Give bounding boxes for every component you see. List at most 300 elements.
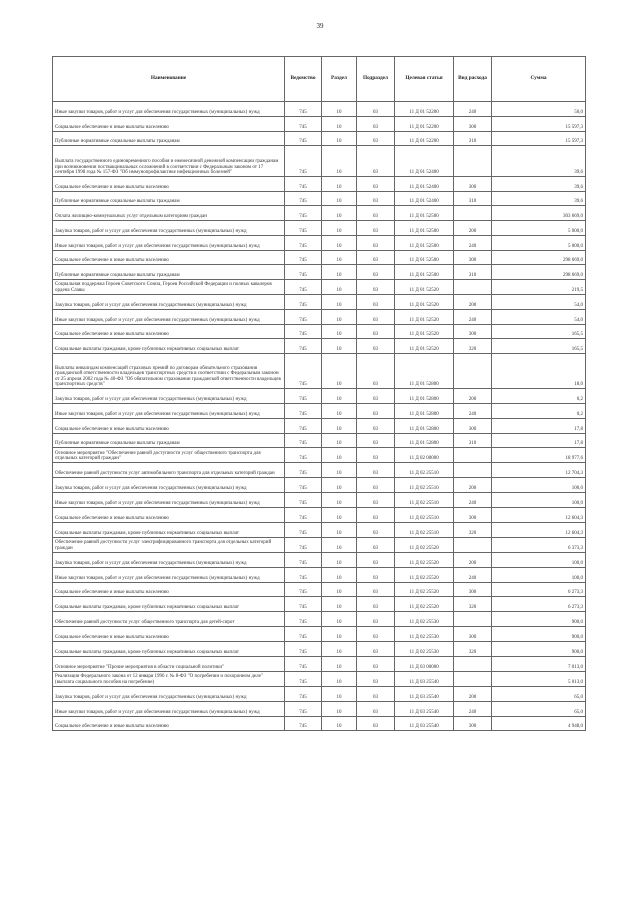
cell-podr: 03 (357, 206, 395, 221)
cell-sum: 900,0 (492, 641, 586, 656)
cell-sum: 5 000,0 (492, 220, 586, 235)
cell-sum: 65,0 (492, 686, 586, 701)
cell-razd: 10 (322, 220, 357, 235)
table-row (53, 508, 586, 523)
cell-sum: 0,2 (492, 389, 586, 404)
cell-razd: 10 (322, 612, 357, 627)
cell-cs: 11 Д 01 52200 (395, 131, 454, 146)
table-row (53, 478, 586, 493)
cell-podr: 03 (357, 582, 395, 597)
cell-sum: 165,5 (492, 324, 586, 339)
cell-name: Социальные выплаты гражданам, кроме публичных нормативных социальных выплат (53, 339, 285, 354)
table-row (53, 220, 586, 235)
cell-razd: 10 (322, 686, 357, 701)
cell-podr: 03 (357, 191, 395, 206)
cell-ved: 745 (285, 701, 322, 716)
table-row (53, 716, 586, 731)
cell-vr: 200 (454, 552, 492, 567)
cell-cs: 11 Д 01 52520 (395, 309, 454, 324)
cell-podr: 03 (357, 448, 395, 463)
cell-podr: 03 (357, 117, 395, 132)
cell-ved: 745 (285, 309, 322, 324)
cell-razd: 10 (322, 309, 357, 324)
cell-cs: 11 Д 01 52520 (395, 279, 454, 294)
cell-ved: 745 (285, 206, 322, 221)
table-header-row (53, 57, 586, 102)
cell-name: Социальное обеспечение и иные выплаты населению (53, 250, 285, 265)
cell-vr: 300 (454, 117, 492, 132)
cell-sum: 100,0 (492, 552, 586, 567)
cell-ved: 745 (285, 433, 322, 448)
cell-name: Основное мероприятие "Обеспечение равной доступности услуг общественного транспорта для отдельных категорий граждан" (53, 448, 285, 463)
cell-sum: 17,8 (492, 433, 586, 448)
table-row (53, 324, 586, 339)
cell-podr: 03 (357, 309, 395, 324)
table-row (53, 117, 586, 132)
cell-name: Обеспечение равной доступности услуг электрифицированного транспорта для отдельных категорий граждан (53, 537, 285, 552)
cell-sum: 39,6 (492, 177, 586, 192)
cell-podr: 03 (357, 508, 395, 523)
cell-podr: 03 (357, 716, 395, 731)
cell-razd: 10 (322, 206, 357, 221)
cell-vr: 300 (454, 177, 492, 192)
cell-name: Иные закупки товаров, работ и услуг для обеспечения государственных (муниципальных) нужд (53, 493, 285, 508)
header-ved: Ведомство (285, 57, 322, 102)
cell-cs: 11 Д 01 52520 (395, 339, 454, 354)
cell-sum: 12 604,3 (492, 508, 586, 523)
cell-cs: 11 Д 02 25510 (395, 508, 454, 523)
cell-name: Социальные выплаты гражданам, кроме публичных нормативных социальных выплат (53, 597, 285, 612)
cell-cs: 11 Д 03 00000 (395, 656, 454, 671)
cell-razd: 10 (322, 627, 357, 642)
cell-cs: 11 Д 01 52200 (395, 117, 454, 132)
cell-sum: 18,0 (492, 354, 586, 389)
cell-cs: 11 Д 02 25530 (395, 612, 454, 627)
table-row (53, 522, 586, 537)
cell-vr: 320 (454, 339, 492, 354)
cell-ved: 745 (285, 250, 322, 265)
cell-cs: 11 Д 02 25520 (395, 537, 454, 552)
cell-name: Иные закупки товаров, работ и услуг для обеспечения государственных (муниципальных) нужд (53, 102, 285, 117)
cell-sum: 54,0 (492, 309, 586, 324)
cell-razd: 10 (322, 146, 357, 177)
cell-ved: 745 (285, 493, 322, 508)
cell-razd: 10 (322, 671, 357, 686)
cell-razd: 10 (322, 117, 357, 132)
cell-razd: 10 (322, 279, 357, 294)
cell-sum: 15 597,3 (492, 131, 586, 146)
cell-ved: 745 (285, 354, 322, 389)
cell-sum: 7 013,0 (492, 656, 586, 671)
cell-vr: 300 (454, 250, 492, 265)
table-row (53, 701, 586, 716)
cell-sum: 54,0 (492, 294, 586, 309)
cell-ved: 745 (285, 102, 322, 117)
cell-ved: 745 (285, 324, 322, 339)
cell-vr: 240 (454, 493, 492, 508)
cell-ved: 745 (285, 220, 322, 235)
cell-podr: 03 (357, 220, 395, 235)
cell-podr: 03 (357, 433, 395, 448)
cell-sum: 219,5 (492, 279, 586, 294)
cell-name: Социальное обеспечение и иные выплаты населению (53, 324, 285, 339)
table-row (53, 419, 586, 434)
table-row (53, 177, 586, 192)
cell-razd: 10 (322, 419, 357, 434)
cell-vr: 200 (454, 686, 492, 701)
table-row (53, 235, 586, 250)
cell-podr: 03 (357, 522, 395, 537)
cell-name: Иные закупки товаров, работ и услуг для обеспечения государственных (муниципальных) нужд (53, 235, 285, 250)
table-row (53, 656, 586, 671)
cell-podr: 03 (357, 250, 395, 265)
cell-vr: 200 (454, 294, 492, 309)
cell-ved: 745 (285, 265, 322, 280)
cell-name: Основное мероприятие "Прочие мероприятия в области социальной политики" (53, 656, 285, 671)
cell-cs: 11 Д 01 52800 (395, 354, 454, 389)
cell-vr: 200 (454, 478, 492, 493)
cell-cs: 11 Д 01 52800 (395, 404, 454, 419)
cell-razd: 10 (322, 131, 357, 146)
table-row (53, 686, 586, 701)
header-vr: Вид расхода (454, 57, 492, 102)
cell-name: Социальное обеспечение и иные выплаты населению (53, 177, 285, 192)
cell-name: Социальные выплаты гражданам, кроме публичных нормативных социальных выплат (53, 641, 285, 656)
cell-razd: 10 (322, 641, 357, 656)
cell-name: Социальное обеспечение и иные выплаты населению (53, 627, 285, 642)
cell-ved: 745 (285, 627, 322, 642)
cell-vr: 300 (454, 627, 492, 642)
table-row (53, 146, 586, 177)
table-row (53, 567, 586, 582)
cell-name: Публичные нормативные социальные выплаты гражданам (53, 191, 285, 206)
cell-cs: 11 Д 02 00000 (395, 448, 454, 463)
cell-name: Социальное обеспечение и иные выплаты населению (53, 716, 285, 731)
cell-cs: 11 Д 01 52520 (395, 324, 454, 339)
cell-cs: 11 Д 02 25530 (395, 641, 454, 656)
cell-vr: 300 (454, 582, 492, 597)
cell-podr: 03 (357, 478, 395, 493)
cell-name: Обеспечение равной доступности услуг общественного транспорта для детей-сирот (53, 612, 285, 627)
cell-podr: 03 (357, 324, 395, 339)
cell-razd: 10 (322, 235, 357, 250)
cell-podr: 03 (357, 701, 395, 716)
cell-vr: 240 (454, 309, 492, 324)
cell-vr (454, 671, 492, 686)
table-row (53, 250, 586, 265)
table-row (53, 279, 586, 294)
cell-name: Социальное обеспечение и иные выплаты населению (53, 508, 285, 523)
cell-vr: 240 (454, 102, 492, 117)
cell-name: Социальная поддержка Героев Советского Союза, Героев Российской Федерации и полных кавалеров ордена Славы (53, 279, 285, 294)
cell-ved: 745 (285, 686, 322, 701)
cell-podr: 03 (357, 177, 395, 192)
cell-cs: 11 Д 01 52400 (395, 191, 454, 206)
page-number: 39 (316, 22, 324, 30)
table-body (53, 102, 586, 731)
cell-ved: 745 (285, 389, 322, 404)
cell-name: Иные закупки товаров, работ и услуг для обеспечения государственных (муниципальных) нужд (53, 701, 285, 716)
cell-razd: 10 (322, 177, 357, 192)
table-row (53, 102, 586, 117)
cell-razd: 10 (322, 716, 357, 731)
cell-name: Реализация Федерального закона от 12 января 1996 г. № 8-ФЗ "О погребении и похоронном деле" (выплата социального пособия на погребение) (53, 671, 285, 686)
cell-vr: 300 (454, 324, 492, 339)
cell-ved: 745 (285, 656, 322, 671)
header-sum: Сумма (492, 57, 586, 102)
cell-name: Выплаты инвалидам компенсаций страховых премий по договорам обязательного страхования гражданской ответственности владельцев транспортных средств в соответствии с Федеральным законом от 25 апреля 2002 года № 40-ФЗ "Об обязательном страховании гражданской ответственности владельцев транспортных средств" (53, 354, 285, 389)
cell-razd: 10 (322, 250, 357, 265)
cell-vr: 300 (454, 716, 492, 731)
cell-cs: 11 Д 01 52200 (395, 102, 454, 117)
cell-cs: 11 Д 03 25540 (395, 716, 454, 731)
cell-sum: 15 597,3 (492, 117, 586, 132)
cell-podr: 03 (357, 612, 395, 627)
cell-ved: 745 (285, 478, 322, 493)
cell-ved: 745 (285, 597, 322, 612)
cell-cs: 11 Д 02 25520 (395, 582, 454, 597)
cell-ved: 745 (285, 235, 322, 250)
cell-name: Закупка товаров, работ и услуг для обеспечения государственных (муниципальных) нужд (53, 478, 285, 493)
cell-name: Иные закупки товаров, работ и услуг для обеспечения государственных (муниципальных) нужд (53, 309, 285, 324)
cell-vr: 300 (454, 419, 492, 434)
cell-vr (454, 448, 492, 463)
table-row (53, 463, 586, 478)
cell-sum: 100,0 (492, 493, 586, 508)
cell-cs: 11 Д 01 52800 (395, 433, 454, 448)
cell-vr (454, 463, 492, 478)
table-row (53, 552, 586, 567)
cell-sum: 100,0 (492, 567, 586, 582)
table-row (53, 627, 586, 642)
cell-sum: 39,6 (492, 191, 586, 206)
cell-sum: 6 273,3 (492, 582, 586, 597)
cell-razd: 10 (322, 324, 357, 339)
cell-podr: 03 (357, 419, 395, 434)
cell-ved: 745 (285, 339, 322, 354)
cell-sum: 50,0 (492, 102, 586, 117)
cell-name: Социальное обеспечение и иные выплаты населению (53, 582, 285, 597)
cell-razd: 10 (322, 389, 357, 404)
cell-sum: 39,6 (492, 146, 586, 177)
cell-podr: 03 (357, 641, 395, 656)
cell-vr (454, 279, 492, 294)
cell-vr: 320 (454, 597, 492, 612)
cell-cs: 11 Д 01 52500 (395, 235, 454, 250)
cell-vr: 240 (454, 235, 492, 250)
cell-razd: 10 (322, 537, 357, 552)
cell-podr: 03 (357, 354, 395, 389)
cell-cs: 11 Д 01 52500 (395, 220, 454, 235)
cell-cs: 11 Д 02 25510 (395, 493, 454, 508)
cell-cs: 11 Д 03 25540 (395, 701, 454, 716)
cell-vr: 310 (454, 191, 492, 206)
cell-name: Оплата жилищно-коммунальных услуг отдельным категориям граждан (53, 206, 285, 221)
cell-sum: 12 604,3 (492, 522, 586, 537)
cell-ved: 745 (285, 404, 322, 419)
cell-vr: 320 (454, 641, 492, 656)
cell-podr: 03 (357, 389, 395, 404)
cell-ved: 745 (285, 294, 322, 309)
table-row (53, 612, 586, 627)
table-row (53, 537, 586, 552)
cell-razd: 10 (322, 102, 357, 117)
cell-razd: 10 (322, 701, 357, 716)
cell-razd: 10 (322, 522, 357, 537)
cell-cs: 11 Д 02 25520 (395, 552, 454, 567)
cell-razd: 10 (322, 294, 357, 309)
table-row (53, 339, 586, 354)
cell-cs: 11 Д 03 25540 (395, 686, 454, 701)
cell-ved: 745 (285, 191, 322, 206)
cell-podr: 03 (357, 235, 395, 250)
cell-cs: 11 Д 02 25510 (395, 522, 454, 537)
cell-sum: 18 977,6 (492, 448, 586, 463)
cell-podr: 03 (357, 493, 395, 508)
cell-razd: 10 (322, 656, 357, 671)
cell-razd: 10 (322, 354, 357, 389)
cell-podr: 03 (357, 552, 395, 567)
cell-vr (454, 612, 492, 627)
table-row (53, 206, 586, 221)
cell-name: Закупка товаров, работ и услуг для обеспечения государственных (муниципальных) нужд (53, 294, 285, 309)
header-razd: Раздел (322, 57, 357, 102)
cell-sum: 65,0 (492, 701, 586, 716)
cell-podr: 03 (357, 265, 395, 280)
cell-sum: 100,0 (492, 478, 586, 493)
cell-razd: 10 (322, 191, 357, 206)
cell-ved: 745 (285, 582, 322, 597)
cell-razd: 10 (322, 478, 357, 493)
header-name: Наименование (53, 57, 285, 102)
table-row (53, 191, 586, 206)
cell-ved: 745 (285, 463, 322, 478)
cell-razd: 10 (322, 508, 357, 523)
table-row (53, 671, 586, 686)
cell-vr: 200 (454, 389, 492, 404)
budget-table (52, 56, 586, 731)
cell-cs: 11 Д 02 25510 (395, 463, 454, 478)
cell-vr: 240 (454, 701, 492, 716)
cell-ved: 745 (285, 508, 322, 523)
cell-podr: 03 (357, 404, 395, 419)
cell-podr: 03 (357, 671, 395, 686)
cell-name: Закупка товаров, работ и услуг для обеспечения государственных (муниципальных) нужд (53, 552, 285, 567)
cell-name: Публичные нормативные социальные выплаты гражданам (53, 265, 285, 280)
cell-sum: 298 669,0 (492, 265, 586, 280)
table-row (53, 265, 586, 280)
cell-sum: 900,0 (492, 627, 586, 642)
cell-name: Выплата государственного единовременного пособия и ежемесячной денежной компенсации гражданам при возникновении поствакцинальных осложнений в соответствии с Федеральным законом от 17 сентября 1998 года № 157-ФЗ "Об иммунопрофилактике инфекционных болезней" (53, 146, 285, 177)
cell-vr: 240 (454, 404, 492, 419)
cell-name: Социальные выплаты гражданам, кроме публичных нормативных социальных выплат (53, 522, 285, 537)
table-row (53, 404, 586, 419)
cell-name: Социальное обеспечение и иные выплаты населению (53, 419, 285, 434)
cell-vr (454, 146, 492, 177)
cell-vr: 300 (454, 508, 492, 523)
cell-cs: 11 Д 01 52400 (395, 177, 454, 192)
cell-podr: 03 (357, 537, 395, 552)
cell-cs: 11 Д 02 25510 (395, 478, 454, 493)
cell-cs: 11 Д 01 52500 (395, 265, 454, 280)
cell-cs: 11 Д 01 52520 (395, 294, 454, 309)
cell-razd: 10 (322, 493, 357, 508)
cell-ved: 745 (285, 612, 322, 627)
cell-podr: 03 (357, 102, 395, 117)
cell-cs: 11 Д 01 52800 (395, 389, 454, 404)
cell-ved: 745 (285, 537, 322, 552)
cell-razd: 10 (322, 404, 357, 419)
cell-vr: 310 (454, 265, 492, 280)
cell-podr: 03 (357, 279, 395, 294)
cell-cs: 11 Д 01 52500 (395, 206, 454, 221)
cell-cs: 11 Д 01 52800 (395, 419, 454, 434)
cell-ved: 745 (285, 641, 322, 656)
cell-podr: 03 (357, 686, 395, 701)
cell-ved: 745 (285, 131, 322, 146)
table-row (53, 597, 586, 612)
cell-podr: 03 (357, 294, 395, 309)
cell-ved: 745 (285, 448, 322, 463)
cell-podr: 03 (357, 597, 395, 612)
table-row (53, 448, 586, 463)
cell-cs: 11 Д 03 25540 (395, 671, 454, 686)
cell-sum: 12 704,3 (492, 463, 586, 478)
cell-sum: 165,5 (492, 339, 586, 354)
cell-ved: 745 (285, 117, 322, 132)
cell-sum: 17,8 (492, 419, 586, 434)
cell-vr (454, 206, 492, 221)
cell-cs: 11 Д 01 52500 (395, 250, 454, 265)
cell-sum: 4 948,0 (492, 716, 586, 731)
cell-podr: 03 (357, 131, 395, 146)
cell-name: Закупка товаров, работ и услуг для обеспечения государственных (муниципальных) нужд (53, 686, 285, 701)
cell-ved: 745 (285, 567, 322, 582)
cell-vr: 310 (454, 131, 492, 146)
cell-vr (454, 354, 492, 389)
cell-sum: 6 273,3 (492, 597, 586, 612)
table-row (53, 354, 586, 389)
cell-razd: 10 (322, 552, 357, 567)
header-podr: Подраздел (357, 57, 395, 102)
cell-sum: 298 669,0 (492, 250, 586, 265)
cell-vr (454, 537, 492, 552)
cell-podr: 03 (357, 627, 395, 642)
cell-name: Иные закупки товаров, работ и услуг для обеспечения государственных (муниципальных) нужд (53, 404, 285, 419)
table-row (53, 582, 586, 597)
cell-ved: 745 (285, 419, 322, 434)
cell-cs: 11 Д 02 25530 (395, 627, 454, 642)
cell-ved: 745 (285, 552, 322, 567)
cell-razd: 10 (322, 582, 357, 597)
cell-name: Закупка товаров, работ и услуг для обеспечения государственных (муниципальных) нужд (53, 220, 285, 235)
table-row (53, 641, 586, 656)
cell-razd: 10 (322, 339, 357, 354)
cell-ved: 745 (285, 522, 322, 537)
cell-podr: 03 (357, 146, 395, 177)
cell-razd: 10 (322, 597, 357, 612)
cell-razd: 10 (322, 265, 357, 280)
cell-cs: 11 Д 02 25520 (395, 567, 454, 582)
table-row (53, 294, 586, 309)
cell-podr: 03 (357, 463, 395, 478)
cell-razd: 10 (322, 463, 357, 478)
cell-sum: 6 373,3 (492, 537, 586, 552)
table-row (53, 131, 586, 146)
cell-ved: 745 (285, 177, 322, 192)
cell-ved: 745 (285, 279, 322, 294)
cell-name: Социальное обеспечение и иные выплаты населению (53, 117, 285, 132)
